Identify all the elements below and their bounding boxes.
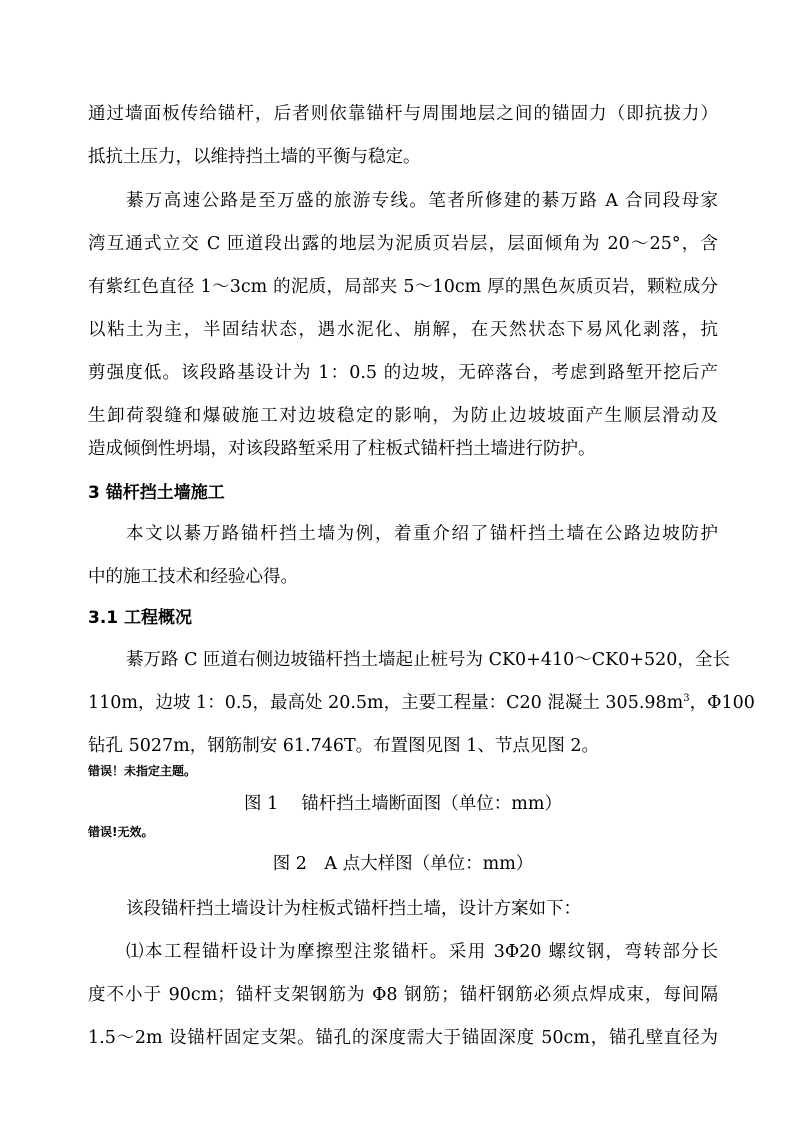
- paragraph-line: 度不小于 90cm；锚杆支架钢筋为 Φ8 钢筋；锚杆钢筋必须点焊成束，每间隔: [88, 985, 718, 1005]
- paragraph-line: 1.5～2m 设锚杆固定支架。锚孔的深度需大于锚固深度 50cm，锚孔壁直径为: [88, 1028, 718, 1048]
- paragraph-line: [88, 691, 755, 715]
- error-note: 错误!无效。: [88, 825, 154, 839]
- paragraph-line: 生卸荷裂缝和爆破施工对边坡稳定的影响，为防止边坡坡面产生顺层滑动及: [88, 406, 718, 426]
- error-note: 错误！未指定主题。: [88, 764, 197, 778]
- paragraph-line: 綦万高速公路是至万盛的旅游专线。笔者所修建的綦万路 A 合同段母家: [126, 191, 718, 211]
- paragraph-line: 有紫红色直径 1～3cm 的泥质，局部夹 5～10cm 厚的黑色灰质页岩，颗粒成分: [88, 277, 718, 297]
- paragraph-line: 綦万路 C 匝道右侧边坡锚杆挡土墙起止桩号为 CK0+410～CK0+520，全长: [126, 650, 730, 670]
- paragraph-line: 造成倾倒性坍塌，对该段路堑采用了柱板式锚杆挡土墙进行防护。: [88, 439, 596, 459]
- subsection-heading: 3.1 工程概况: [88, 608, 193, 628]
- paragraph-line: 该段锚杆挡土墙设计为柱板式锚杆挡土墙，设计方案如下：: [126, 899, 581, 919]
- section-heading: 3 锚杆挡土墙施工: [88, 483, 225, 503]
- paragraph-line: 抵抗土压力，以维持挡土墙的平衡与稳定。: [88, 147, 421, 167]
- paragraph-line: 本文以綦万路锚杆挡土墙为例，着重介绍了锚杆挡土墙在公路边坡防护: [126, 524, 718, 544]
- paragraph-text: ，Φ100: [689, 693, 755, 713]
- paragraph-text: 110m，边坡 1：0.5，最高处 20.5m，主要工程量：C20 混凝土 305.98m: [88, 693, 684, 713]
- paragraph-line: 中的施工技术和经验心得。: [88, 567, 298, 587]
- figure-caption: 图 1 锚杆挡土墙断面图（单位：mm）: [244, 794, 562, 814]
- paragraph-line: 湾互通式立交 C 匝道段出露的地层为泥质页岩层，层面倾角为 20～25°，含: [88, 234, 718, 254]
- paragraph-line: ⑴本工程锚杆设计为摩擦型注浆锚杆。采用 3Φ20 螺纹钢，弯转部分长: [126, 942, 718, 962]
- figure-caption: 图 2 A 点大样图（单位：mm）: [272, 854, 534, 874]
- paragraph-line: 钻孔 5027m，钢筋制安 61.746T。布置图见图 1、节点见图 2。: [88, 736, 600, 756]
- paragraph-line: 剪强度低。该段路基设计为 1：0.5 的边坡，无碎落台，考虑到路堑开挖后产: [88, 363, 718, 383]
- paragraph-line: 以粘土为主，半固结状态，遇水泥化、崩解，在天然状态下易风化剥落，抗: [88, 320, 718, 340]
- superscript: 3: [683, 693, 690, 705]
- paragraph-line: 通过墙面板传给锚杆，后者则依靠锚杆与周围地层之间的锚固力（即抗拔力）: [88, 104, 718, 124]
